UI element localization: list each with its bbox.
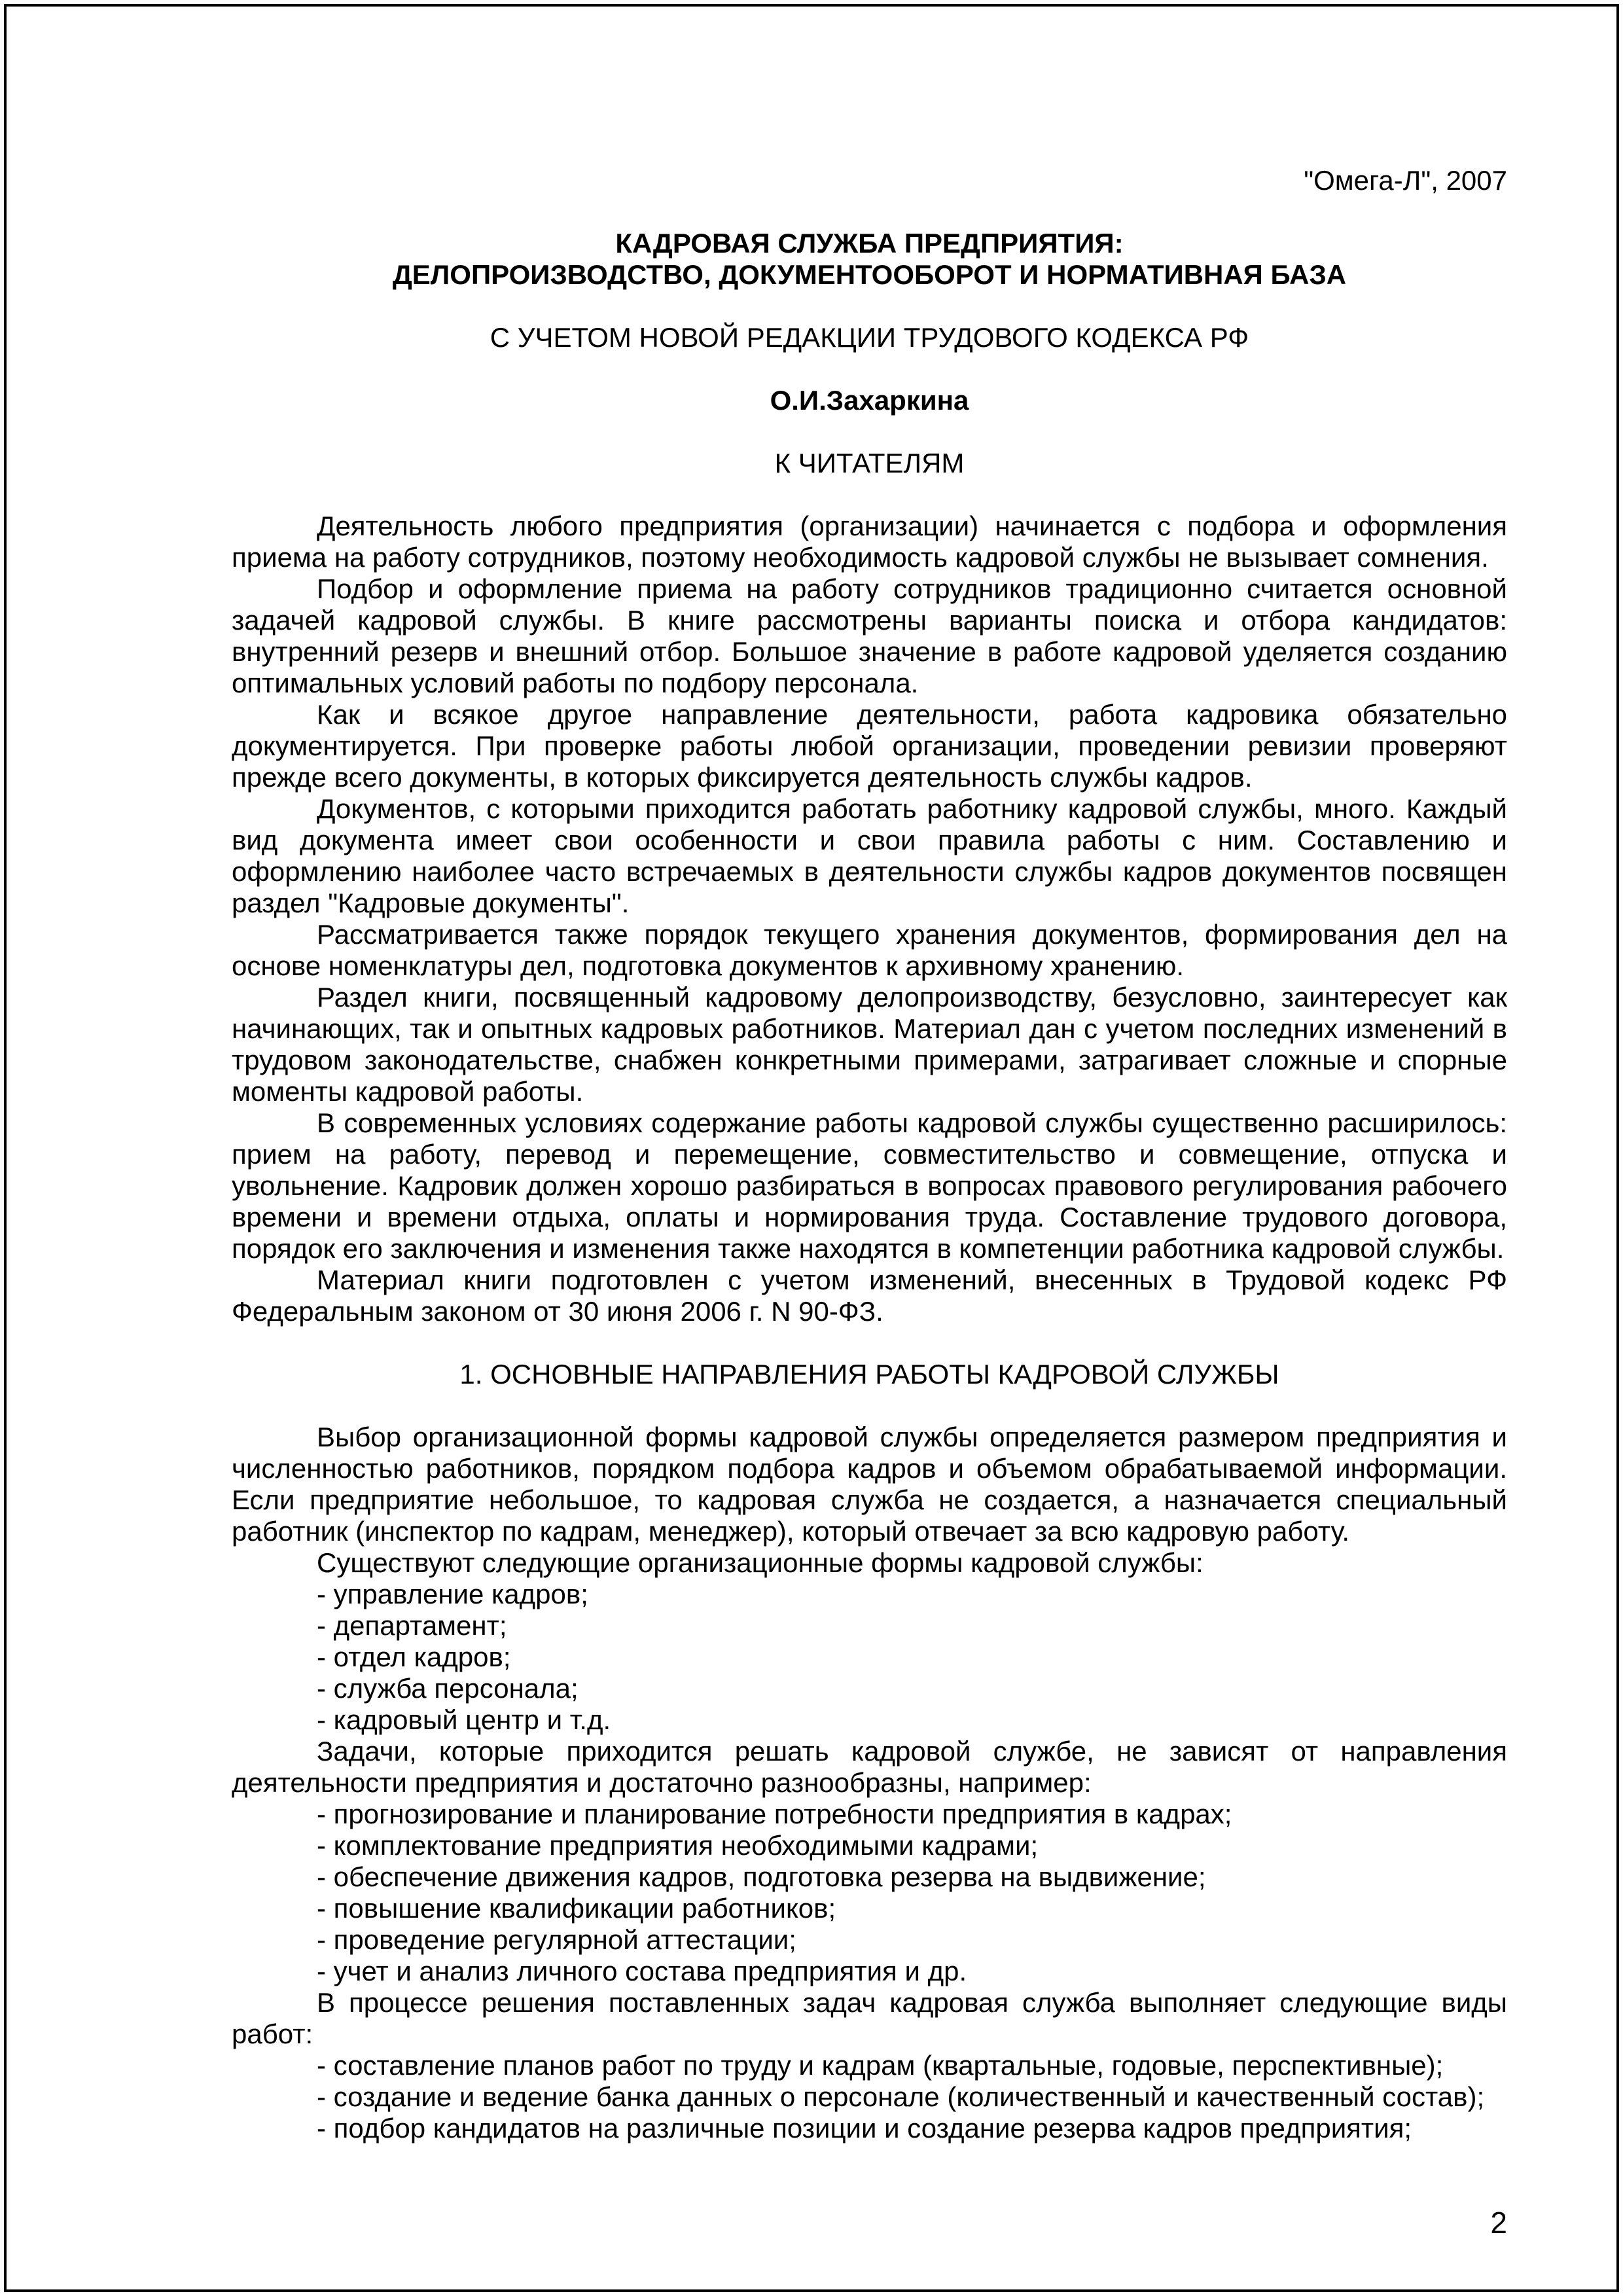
list-item: - департамент; [317,1610,507,1641]
readers-heading: К ЧИТАТЕЛЯМ [774,448,965,478]
author-name: О.И.Захаркина [770,385,969,416]
list-item: - управление кадров; [317,1579,588,1609]
paragraph: Материал книги подготовлен с учетом изменений, внесенных в Трудовой кодекс РФ Федеральным законом от 30 июня 2006 г. N 90-ФЗ. [232,1265,1507,1327]
paragraph: Рассматривается также порядок текущего хранения документов, формирования дел на основе номенклатуры дел, подготовка документов к архивному хранению. [232,919,1507,981]
page-number: 2 [1490,2206,1507,2240]
list-item: - комплектование предприятия необходимыми кадрами; [317,1830,1039,1861]
paragraph: Раздел книги, посвященный кадровому делопроизводству, безусловно, заинтересует как начинающих, так и опытных кадровых работников. Материал дан с учетом последних изменений в трудовом законодательстве, снабжен конкретными примерами, затрагивает сложные и спорные моменты кадровой работы. [232,982,1507,1107]
list-item: - составление планов работ по труду и кадрам (квартальные, годовые, перспективные); [317,2050,1444,2081]
document-subtitle: С УЧЕТОМ НОВОЙ РЕДАКЦИИ ТРУДОВОГО КОДЕКСА РФ [490,322,1249,353]
page-content [232,165,1507,2144]
paragraph: В современных условиях содержание работы кадровой службы существенно расширилось: прием на работу, перевод и перемещение, совместительство и совмещение, отпуска и увольнение. Кадровик должен хорошо разбираться в вопросах правового регулирования рабочего времени и времени отдыха, оплаты и нормирования труда. Составление трудового договора, порядок его заключения и изменения также находятся в компетенции работника кадровой службы. [232,1107,1507,1264]
paragraph: Существуют следующие организационные формы кадровой службы: [317,1547,1204,1578]
list-item: - проведение регулярной аттестации; [317,1924,796,1955]
paragraph: Выбор организационной формы кадровой службы определяется размером предприятия и численностью работников, порядком подбора кадров и объемом обрабатываемой информации. Если предприятие небольшое, то кадровая служба не создается, а назначается специальный работник (инспектор по кадрам, менеджер), который отвечает за всю кадровую работу. [232,1422,1507,1547]
document-title-line1: КАДРОВАЯ СЛУЖБА ПРЕДПРИЯТИЯ: [615,228,1124,259]
edition-line: "Омега-Л", 2007 [1304,165,1507,196]
list-item: - кадровый центр и т.д. [317,1704,611,1735]
list-item: - повышение квалификации работников; [317,1893,836,1924]
paragraph: Деятельность любого предприятия (организации) начинается с подбора и оформления приема на работу сотрудников, поэтому необходимость кадровой службы не вызывает сомнения. [232,511,1507,573]
paragraph: Подбор и оформление приема на работу сотрудников традиционно считается основной задачей кадровой службы. В книге рассмотрены варианты поиска и отбора кандидатов: внутренний резерв и внешний отбор. Большое значение в работе кадровой уделяется созданию оптимальных условий работы по подбору персонала. [232,573,1507,698]
paragraph: В процессе решения поставленных задач кадровая служба выполняет следующие виды работ: [232,1987,1507,2049]
paragraph: Задачи, которые приходится решать кадровой службе, не зависят от направления деятельности предприятия и достаточно разнообразны, например: [232,1736,1507,1798]
list-item: - подбор кандидатов на различные позиции и создание резерва кадров предприятия; [317,2113,1412,2144]
section1-heading: 1. ОСНОВНЫЕ НАПРАВЛЕНИЯ РАБОТЫ КАДРОВОЙ СЛУЖБЫ [459,1359,1279,1390]
paragraph: Документов, с которыми приходится работать работнику кадровой службы, много. Каждый вид документа имеет свои особенности и свои правила работы с ним. Составлению и оформлению наиболее часто встречаемых в деятельности службы кадров документов посвящен раздел "Кадровые документы". [232,793,1507,918]
list-item: - отдел кадров; [317,1641,511,1672]
list-item: - обеспечение движения кадров, подготовка резерва на выдвижение; [317,1861,1206,1892]
paragraph: Как и всякое другое направление деятельности, работа кадровика обязательно документируется. При проверке работы любой организации, проведении ревизии проверяют прежде всего документы, в которых фиксируется деятельность службы кадров. [232,699,1507,793]
list-item: - служба персонала; [317,1673,579,1704]
list-item: - создание и ведение банка данных о персонале (количественный и качественный состав); [317,2081,1485,2112]
list-item: - учет и анализ личного состава предприятия и др. [317,1956,967,1986]
list-item: - прогнозирование и планирование потребности предприятия в кадрах; [317,1799,1232,1829]
document-title-line2: ДЕЛОПРОИЗВОДСТВО, ДОКУМЕНТООБОРОТ И НОРМАТИВНАЯ БАЗА [392,259,1347,290]
